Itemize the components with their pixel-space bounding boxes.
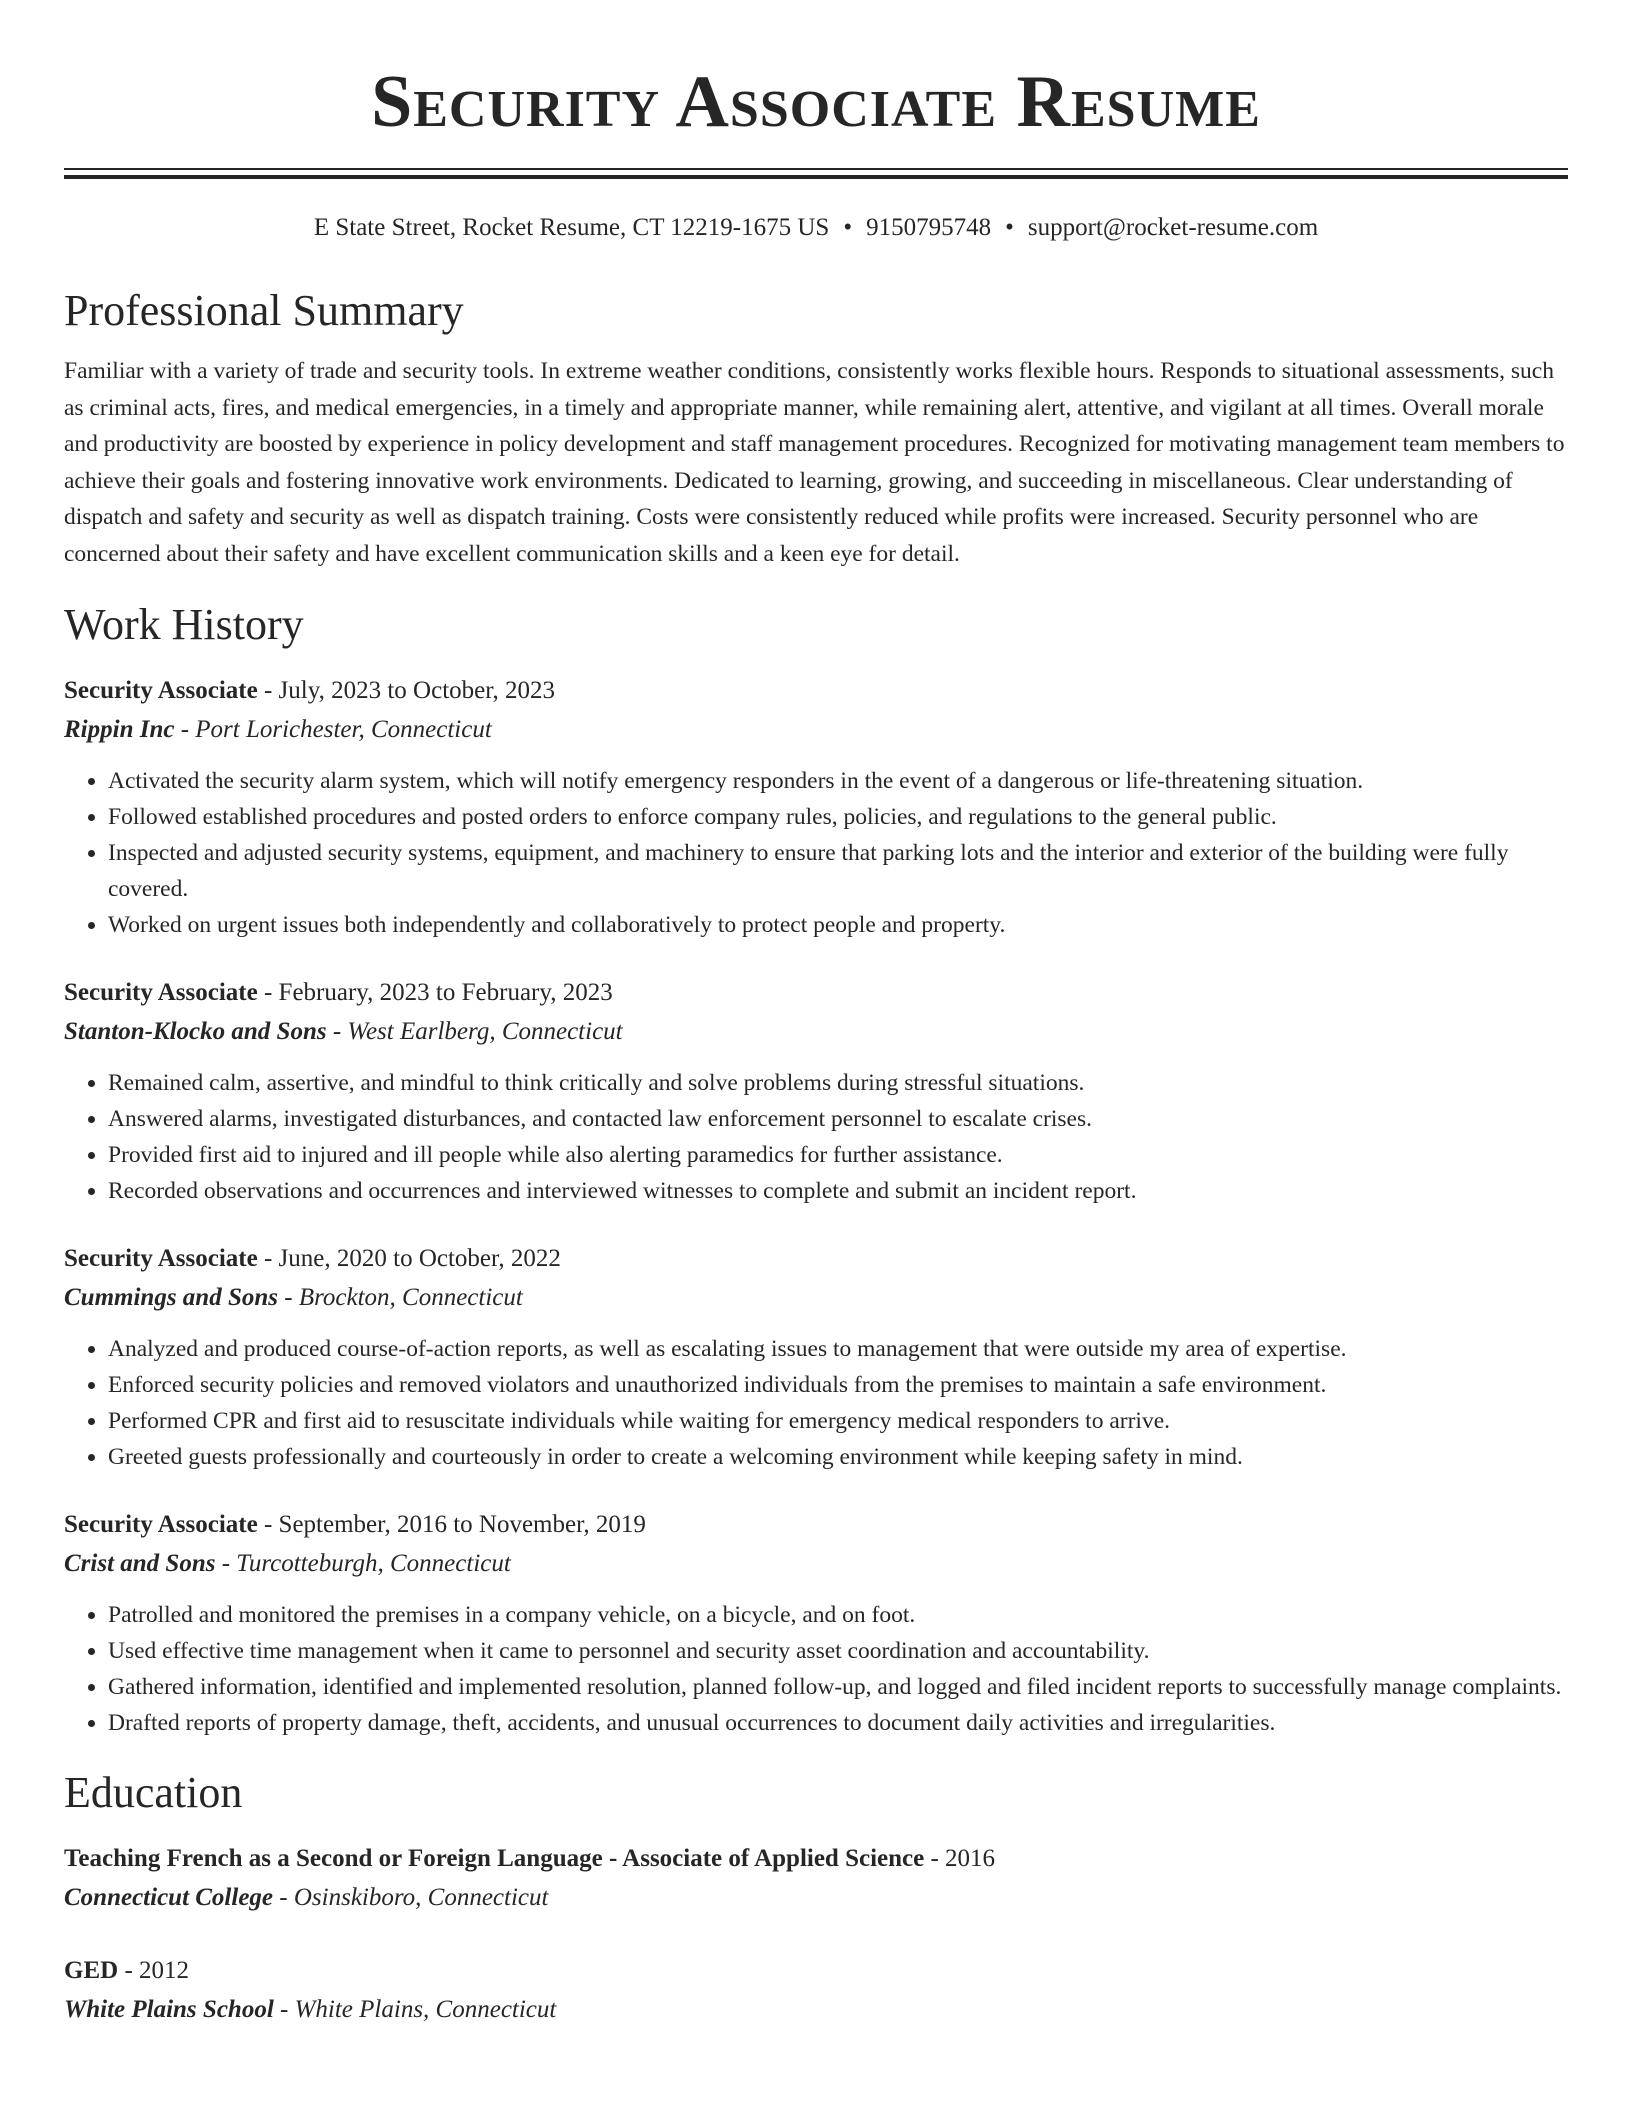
job-bullet: • Analyzed and produced course-of-action reports, as well as escalating issues to management that were outside my area of expertise. xyxy=(108,1331,1568,1367)
education-school-line xyxy=(64,1878,1568,1917)
spacer xyxy=(64,943,1568,973)
contact-email[interactable]: support@rocket-resume.com xyxy=(1027,214,1319,241)
job-header xyxy=(64,1239,1568,1278)
education-location: White Plains, Connecticut xyxy=(294,1995,557,2023)
job-company: Cummings and Sons xyxy=(64,1283,278,1311)
job-bullets xyxy=(64,1065,1568,1209)
job-bullet: • Used effective time management when it came to personnel and security asset coordination and accountability. xyxy=(108,1633,1568,1669)
job-location: Brockton, Connecticut xyxy=(298,1283,523,1311)
job-employer xyxy=(64,1544,1568,1583)
job-entry xyxy=(64,671,1568,943)
job-entry xyxy=(64,973,1568,1209)
spacer xyxy=(64,1209,1568,1239)
job-title: Security Associate xyxy=(64,1244,258,1272)
job-bullet: • Remained calm, assertive, and mindful to think critically and solve problems during stressful situations. xyxy=(108,1065,1568,1101)
summary-text: Familiar with a variety of trade and security tools. In extreme weather conditions, consistently works flexible hours. Responds to situational assessments, such as criminal acts, fires, and medical emergencies, in a timely and appropriate manner, while remaining alert, attentive, and vigilant at all times. Overall morale and productivity are boosted by experience in policy development and staff management procedures. Recognized for motivating management team members to achieve their goals and fostering innovative work environments. Dedicated to learning, growing, and succeeding in miscellaneous. Clear understanding of dispatch and safety and security as well as dispatch training. Costs were consistently reduced while profits were increased. Security personnel who are concerned about their safety and have excellent communication skills and a keen eye for detail. xyxy=(64,358,1565,567)
job-bullet: • Greeted guests professionally and courteously in order to create a welcoming environment while keeping safety in mind. xyxy=(108,1439,1568,1475)
job-header xyxy=(64,671,1568,710)
job-bullet: • Activated the security alarm system, which will notify emergency responders in the event of a dangerous or life-threatening situation. xyxy=(108,763,1568,799)
job-dash: - xyxy=(257,1510,279,1538)
education-year: 2012 xyxy=(139,1956,190,1984)
job-company: Crist and Sons xyxy=(64,1549,216,1577)
job-bullet: • Patrolled and monitored the premises in a company vehicle, on a bicycle, and on foot. xyxy=(108,1597,1568,1633)
summary-heading: Professional Summary xyxy=(64,286,464,335)
contact-phone: 9150795748 xyxy=(866,214,992,241)
education-entry xyxy=(64,1839,1568,1917)
job-title: Security Associate xyxy=(64,1510,258,1538)
title-rule-thick xyxy=(64,175,1568,179)
job-company: Stanton-Klocko and Sons xyxy=(64,1017,327,1045)
education-entry xyxy=(64,1951,1568,2029)
education-year: 2016 xyxy=(945,1844,996,1872)
spacer xyxy=(64,1475,1568,1505)
job-bullet: • Recorded observations and occurrences and interviewed witnesses to complete and submit an incident report. xyxy=(108,1173,1568,1209)
resume-title: Security Associate Resume xyxy=(371,61,1261,143)
job-location: Turcotteburgh, Connecticut xyxy=(236,1549,511,1577)
job-employer xyxy=(64,1278,1568,1317)
job-entry xyxy=(64,1505,1568,1741)
job-dash: - xyxy=(257,676,279,704)
education-dash: - xyxy=(118,1956,140,1984)
education-school-line xyxy=(64,1990,1568,2029)
job-dash: - xyxy=(257,978,279,1006)
job-employer xyxy=(64,710,1568,749)
job-bullet: • Followed established procedures and posted orders to enforce company rules, policies, and regulations to the general public. xyxy=(108,799,1568,835)
job-entry xyxy=(64,1239,1568,1475)
education-school: Connecticut College xyxy=(64,1883,274,1911)
job-dates: June, 2020 to October, 2022 xyxy=(278,1244,561,1272)
education-dash: - xyxy=(273,1995,295,2023)
title-rule-thin xyxy=(64,168,1568,170)
education-dash: - xyxy=(273,1883,294,1911)
job-bullet: • Performed CPR and first aid to resuscitate individuals while waiting for emergency medical responders to arrive. xyxy=(108,1403,1568,1439)
job-title: Security Associate xyxy=(64,676,258,704)
job-dates: February, 2023 to February, 2023 xyxy=(278,978,613,1006)
job-bullet: • Gathered information, identified and implemented resolution, planned follow-up, and logged and filed incident reports to successfully manage complaints. xyxy=(108,1669,1568,1705)
job-bullet: • Inspected and adjusted security systems, equipment, and machinery to ensure that parking lots and the interior and exterior of the building were fully covered. xyxy=(108,835,1568,907)
job-bullet: • Answered alarms, investigated disturbances, and contacted law enforcement personnel to escalate crises. xyxy=(108,1101,1568,1137)
education-school: White Plains School xyxy=(64,1995,274,2023)
job-bullet: • Enforced security policies and removed violators and unauthorized individuals from the premises to maintain a safe environment. xyxy=(108,1367,1568,1403)
education-heading: Education xyxy=(64,1767,243,1817)
job-dash: - xyxy=(174,715,196,743)
education-header xyxy=(64,1839,1568,1878)
job-location: Port Lorichester, Connecticut xyxy=(195,715,492,743)
education-header xyxy=(64,1951,1568,1990)
education-degree: GED xyxy=(64,1956,119,1984)
job-header xyxy=(64,1505,1568,1544)
job-employer xyxy=(64,1012,1568,1051)
job-dates: July, 2023 to October, 2023 xyxy=(278,676,556,704)
contact-separator: • xyxy=(843,214,853,241)
contact-line xyxy=(64,213,1568,243)
job-bullets xyxy=(64,1331,1568,1475)
job-header xyxy=(64,973,1568,1012)
job-bullets xyxy=(64,763,1568,943)
education-degree: Teaching French as a Second or Foreign Language - Associate of Applied Science xyxy=(64,1844,925,1872)
job-company: Rippin Inc xyxy=(64,715,175,743)
job-dash: - xyxy=(278,1283,299,1311)
contact-address: E State Street, Rocket Resume, CT 12219-1675 US xyxy=(313,214,830,241)
contact-separator: • xyxy=(1005,214,1014,241)
job-location: West Earlberg, Connecticut xyxy=(347,1017,623,1045)
resume-page xyxy=(64,0,1568,2029)
work-history-heading: Work History xyxy=(64,599,304,649)
job-dash: - xyxy=(326,1017,348,1045)
job-dash: - xyxy=(215,1549,237,1577)
education-location: Osinskiboro, Connecticut xyxy=(293,1883,549,1911)
job-bullet: • Worked on urgent issues both independently and collaboratively to protect people and property. xyxy=(108,907,1568,943)
job-bullets xyxy=(64,1597,1568,1741)
job-title: Security Associate xyxy=(64,978,258,1006)
job-dash: - xyxy=(257,1244,279,1272)
job-dates: September, 2016 to November, 2019 xyxy=(278,1510,646,1538)
education-dash: - xyxy=(924,1844,946,1872)
job-bullet: • Provided first aid to injured and ill people while also alerting paramedics for further assistance. xyxy=(108,1137,1568,1173)
job-bullet: • Drafted reports of property damage, theft, accidents, and unusual occurrences to document daily activities and irregularities. xyxy=(108,1705,1568,1741)
